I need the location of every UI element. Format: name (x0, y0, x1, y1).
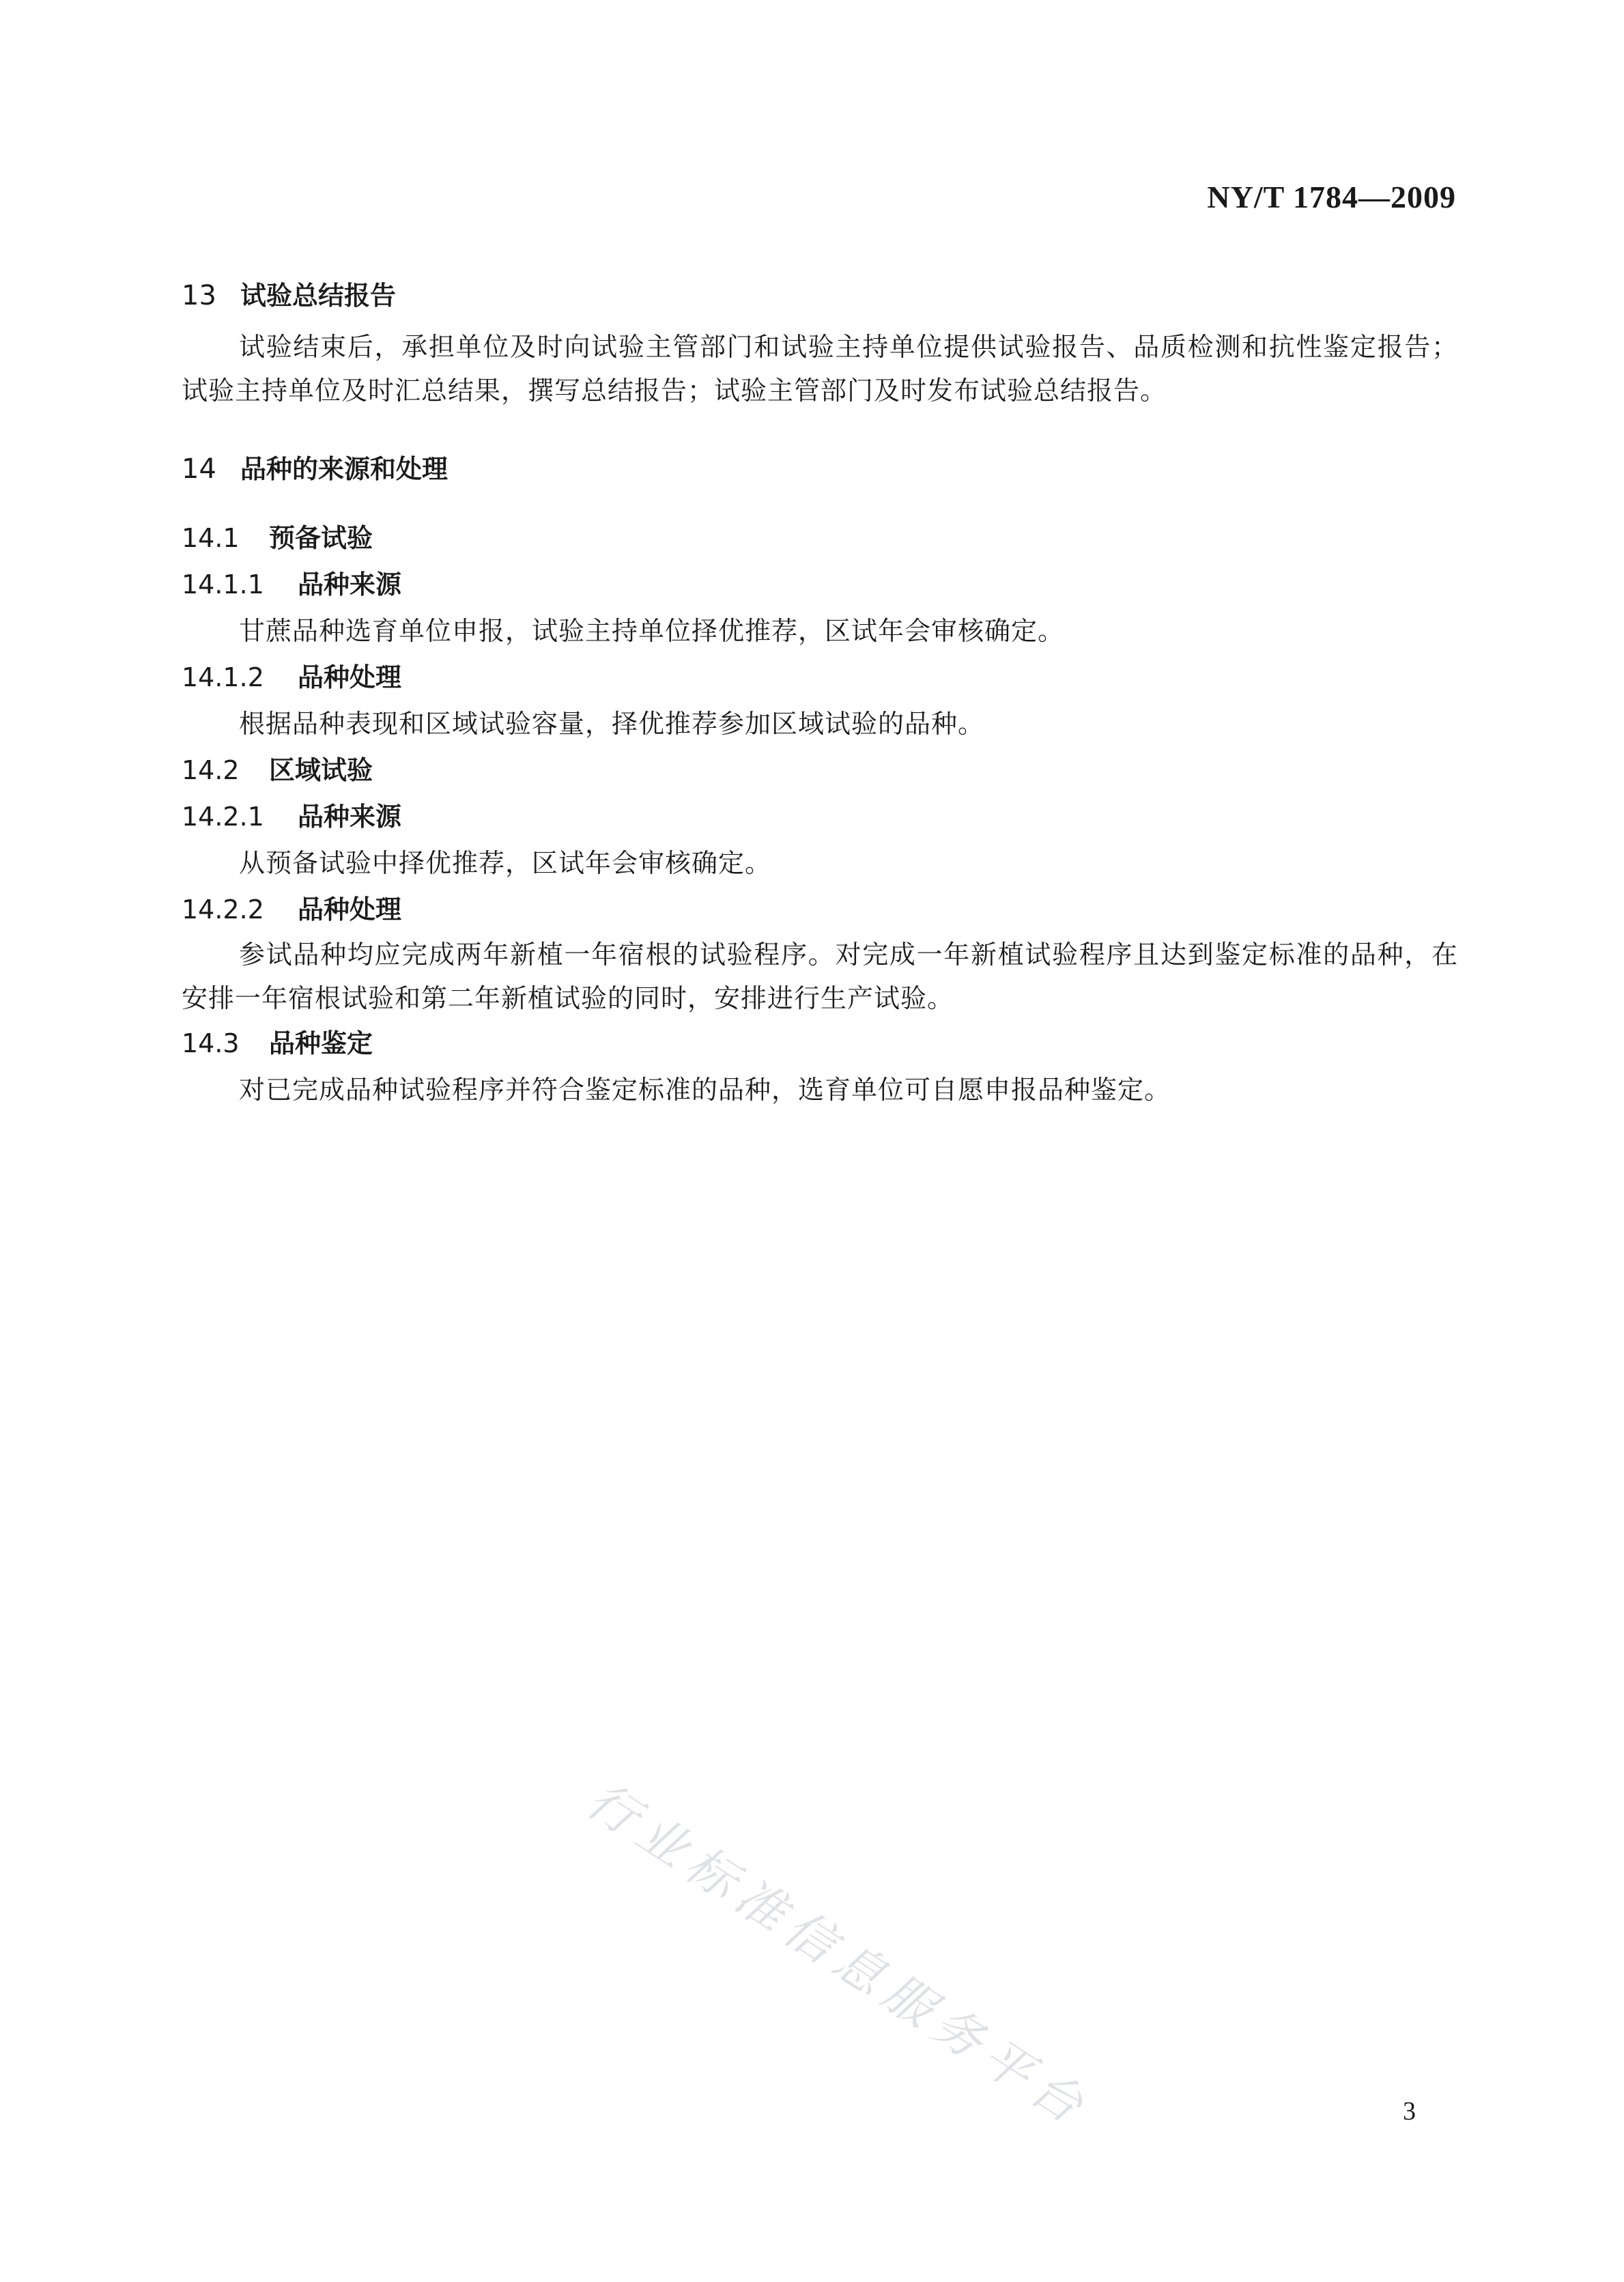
section-14-3-heading (182, 1020, 1458, 1067)
section-title: 品种处理 (298, 894, 402, 925)
section-number: 14 (182, 453, 216, 485)
section-14-1-2-text: 根据品种表现和区域试验容量，择优推荐参加区域试验的品种。 (239, 709, 985, 739)
document-body (182, 266, 1458, 1113)
section-14-2-2-text: 参试品种均应完成两年新植一年宿根的试验程序。对完成一年新植试验程序且达到鉴定标准的品种，在安排一年宿根试验和第二年新植试验的同时，安排进行生产试验。 (182, 940, 1458, 1013)
section-title: 试验总结报告 (240, 280, 397, 311)
section-14-2-2-heading (182, 886, 1458, 933)
section-14-heading (182, 440, 1458, 498)
section-14-1-1-heading (182, 561, 1458, 608)
section-number: 14.1 (182, 523, 240, 553)
section-title: 预备试验 (269, 522, 373, 553)
standard-code: NY/T 1784—2009 (1207, 180, 1456, 214)
page-number: 3 (1403, 2097, 1416, 2126)
section-title: 品种处理 (298, 662, 402, 692)
section-14-3-text: 对已完成品种试验程序并符合鉴定标准的品种，选育单位可自愿申报品种鉴定。 (239, 1075, 1171, 1105)
section-13-heading (182, 266, 1458, 325)
section-14-2-heading (182, 747, 1458, 793)
section-14-1-2-heading (182, 654, 1458, 701)
section-number: 14.2 (182, 755, 240, 785)
section-number: 14.1.1 (182, 569, 264, 600)
section-title: 品种来源 (298, 801, 402, 832)
watermark: 行业标准信息服务平台 (577, 1771, 1101, 2139)
section-number: 13 (182, 280, 216, 311)
section-14-2-1-heading (182, 793, 1458, 840)
section-title: 品种鉴定 (269, 1028, 373, 1058)
section-14-1-heading (182, 515, 1458, 561)
section-14-1-1-text: 甘蔗品种选育单位申报，试验主持单位择优推荐，区试年会审核确定。 (239, 616, 1065, 646)
section-number: 14.2.2 (182, 895, 264, 925)
section-14-2-1-text: 从预备试验中择优推荐，区试年会审核确定。 (239, 848, 772, 878)
section-13-text: 试验结束后，承担单位及时向试验主管部门和试验主持单位提供试验报告、品质检测和抗性鉴定报告；试验主持单位及时汇总结果，撰写总结报告；试验主管部门及时发布试验总结报告。 (182, 332, 1458, 406)
section-number: 14.3 (182, 1028, 240, 1058)
section-number: 14.1.2 (182, 662, 264, 692)
section-number: 14.2.1 (182, 802, 264, 832)
section-title: 区域试验 (269, 755, 373, 785)
section-title: 品种的来源和处理 (240, 453, 448, 484)
section-title: 品种来源 (298, 569, 402, 600)
